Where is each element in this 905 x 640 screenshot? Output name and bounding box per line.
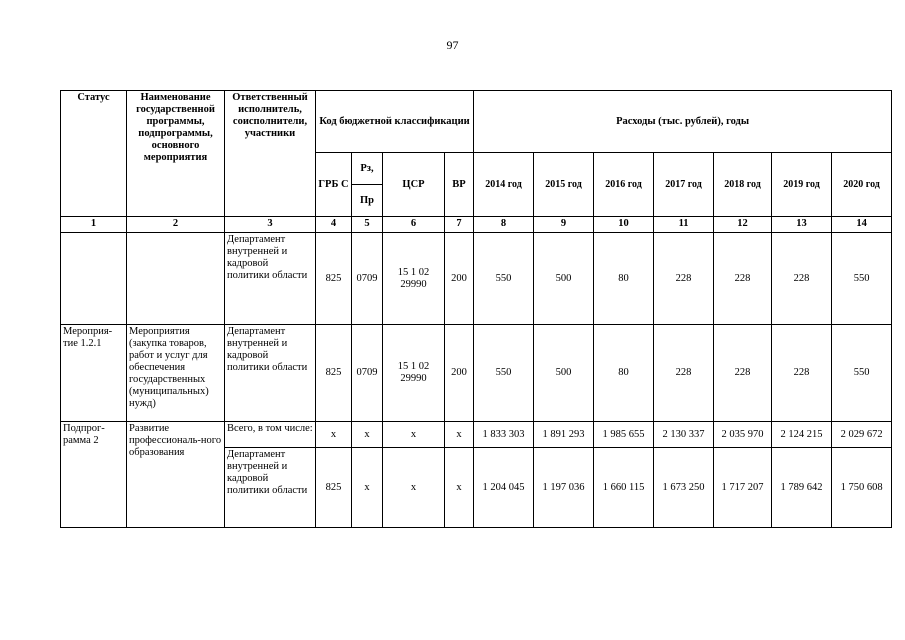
value-2015: 500 — [534, 325, 594, 422]
vr-cell: х — [445, 448, 474, 528]
value-2016: 1 985 655 — [594, 422, 654, 448]
value-2018: 1 717 207 — [714, 448, 772, 528]
header-pr: Пр — [352, 185, 383, 217]
value-2020: 550 — [832, 233, 892, 325]
header-vr: ВР — [445, 153, 474, 217]
column-number: 3 — [225, 217, 316, 233]
header-year-2020: 2020 год — [832, 153, 892, 217]
header-grbs: ГРБ С — [316, 153, 352, 217]
rzpr-cell: х — [352, 422, 383, 448]
csr-cell: х — [383, 448, 445, 528]
status-cell: Мероприя-тие 1.2.1 — [61, 325, 127, 422]
column-number: 14 — [832, 217, 892, 233]
name-cell: Развитие профессиональ-ного образования — [127, 422, 225, 528]
value-2014: 550 — [474, 233, 534, 325]
value-2019: 228 — [772, 233, 832, 325]
header-expenses: Расходы (тыс. рублей), годы — [474, 91, 892, 153]
value-2018: 228 — [714, 325, 772, 422]
column-number: 6 — [383, 217, 445, 233]
value-2018: 228 — [714, 233, 772, 325]
value-2017: 2 130 337 — [654, 422, 714, 448]
grbs-cell: 825 — [316, 448, 352, 528]
value-2015: 1 891 293 — [534, 422, 594, 448]
value-2016: 80 — [594, 233, 654, 325]
header-year-2017: 2017 год — [654, 153, 714, 217]
column-number: 12 — [714, 217, 772, 233]
table-row — [61, 325, 892, 422]
column-number: 2 — [127, 217, 225, 233]
grbs-cell: 825 — [316, 233, 352, 325]
vr-cell: х — [445, 422, 474, 448]
value-2019: 228 — [772, 325, 832, 422]
value-2016: 80 — [594, 325, 654, 422]
column-number: 7 — [445, 217, 474, 233]
budget-table — [60, 90, 892, 528]
value-2015: 500 — [534, 233, 594, 325]
table-row — [61, 422, 892, 448]
column-numbers-row — [61, 217, 892, 233]
status-cell: Подпрог-рамма 2 — [61, 422, 127, 528]
value-2017: 228 — [654, 325, 714, 422]
value-2015: 1 197 036 — [534, 448, 594, 528]
header-rz: Рз, — [352, 153, 383, 185]
responsible-cell: Департамент внутренней и кадровой политики области — [225, 233, 316, 325]
column-number: 8 — [474, 217, 534, 233]
header-year-2018: 2018 год — [714, 153, 772, 217]
value-2020: 1 750 608 — [832, 448, 892, 528]
value-2019: 2 124 215 — [772, 422, 832, 448]
header-year-2019: 2019 год — [772, 153, 832, 217]
value-2014: 1 833 303 — [474, 422, 534, 448]
value-2019: 1 789 642 — [772, 448, 832, 528]
csr-cell: 15 1 02 29990 — [383, 325, 445, 422]
csr-cell: 15 1 02 29990 — [383, 233, 445, 325]
page-number: 97 — [446, 38, 459, 52]
column-number: 9 — [534, 217, 594, 233]
value-2017: 228 — [654, 233, 714, 325]
grbs-cell: х — [316, 422, 352, 448]
name-cell: Мероприятия (закупка товаров, работ и услуг для обеспечения государственных (муниципальных) нужд) — [127, 325, 225, 422]
header-csr: ЦСР — [383, 153, 445, 217]
header-year-2014: 2014 год — [474, 153, 534, 217]
header-budget-code: Код бюджетной классификации — [316, 91, 474, 153]
column-number: 10 — [594, 217, 654, 233]
column-number: 1 — [61, 217, 127, 233]
table-row — [61, 233, 892, 325]
name-cell — [127, 233, 225, 325]
status-cell — [61, 233, 127, 325]
responsible-cell: Департамент внутренней и кадровой политики области — [225, 325, 316, 422]
rzpr-cell: 0709 — [352, 325, 383, 422]
rzpr-cell: 0709 — [352, 233, 383, 325]
value-2018: 2 035 970 — [714, 422, 772, 448]
header-year-2016: 2016 год — [594, 153, 654, 217]
grbs-cell: 825 — [316, 325, 352, 422]
rzpr-cell: х — [352, 448, 383, 528]
responsible-cell: Всего, в том числе: — [225, 422, 316, 448]
header-responsible: Ответственный исполнитель, соисполнители, участники — [225, 91, 316, 217]
value-2014: 550 — [474, 325, 534, 422]
header-name: Наименование государственной программы, подпрограммы, основного мероприятия — [127, 91, 225, 217]
header-year-2015: 2015 год — [534, 153, 594, 217]
value-2020: 2 029 672 — [832, 422, 892, 448]
column-number: 11 — [654, 217, 714, 233]
column-number: 4 — [316, 217, 352, 233]
header-status: Статус — [61, 91, 127, 217]
value-2020: 550 — [832, 325, 892, 422]
csr-cell: х — [383, 422, 445, 448]
column-number: 13 — [772, 217, 832, 233]
value-2017: 1 673 250 — [654, 448, 714, 528]
vr-cell: 200 — [445, 325, 474, 422]
vr-cell: 200 — [445, 233, 474, 325]
column-number: 5 — [352, 217, 383, 233]
value-2014: 1 204 045 — [474, 448, 534, 528]
value-2016: 1 660 115 — [594, 448, 654, 528]
responsible-cell: Департамент внутренней и кадровой политики области — [225, 448, 316, 528]
